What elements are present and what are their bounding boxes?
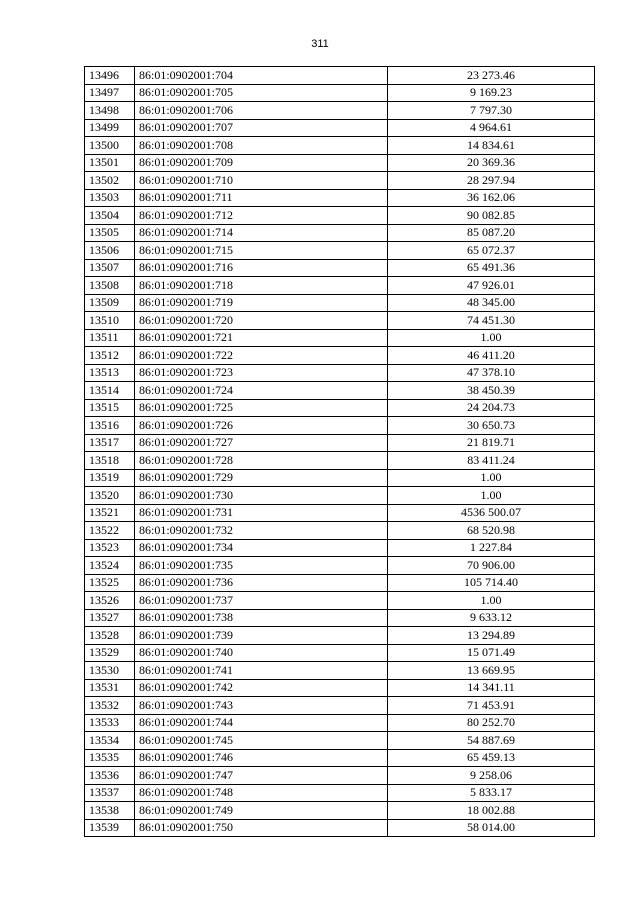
table-row: [85, 662, 595, 680]
value-cell: 4 964.61: [388, 119, 595, 137]
cadastral-number-cell: 86:01:0902001:735: [135, 557, 388, 575]
value-cell: 71 453.91: [388, 697, 595, 715]
row-number-cell: 13511: [85, 329, 135, 347]
value-cell: 1.00: [388, 487, 595, 505]
value-cell: 18 002.88: [388, 802, 595, 820]
row-number-cell: 13508: [85, 277, 135, 295]
table-row: [85, 399, 595, 417]
row-number-cell: 13513: [85, 364, 135, 382]
value-cell: 15 071.49: [388, 644, 595, 662]
table-row: [85, 277, 595, 295]
table-body: [85, 67, 595, 837]
cadastral-number-cell: 86:01:0902001:712: [135, 207, 388, 225]
cadastral-number-cell: 86:01:0902001:749: [135, 802, 388, 820]
value-cell: 13 669.95: [388, 662, 595, 680]
value-cell: 9 258.06: [388, 767, 595, 785]
value-cell: 70 906.00: [388, 557, 595, 575]
value-cell: 1.00: [388, 329, 595, 347]
cadastral-number-cell: 86:01:0902001:719: [135, 294, 388, 312]
cadastral-number-cell: 86:01:0902001:741: [135, 662, 388, 680]
cadastral-number-cell: 86:01:0902001:705: [135, 84, 388, 102]
value-cell: 1.00: [388, 469, 595, 487]
cadastral-value-table: [84, 66, 595, 837]
table-row: [85, 102, 595, 120]
row-number-cell: 13522: [85, 522, 135, 540]
table-row: [85, 539, 595, 557]
value-cell: 14 341.11: [388, 679, 595, 697]
table-row: [85, 802, 595, 820]
cadastral-number-cell: 86:01:0902001:748: [135, 784, 388, 802]
value-cell: 54 887.69: [388, 732, 595, 750]
cadastral-number-cell: 86:01:0902001:737: [135, 592, 388, 610]
row-number-cell: 13535: [85, 749, 135, 767]
table-row: [85, 452, 595, 470]
table-row: [85, 469, 595, 487]
row-number-cell: 13512: [85, 347, 135, 365]
cadastral-number-cell: 86:01:0902001:745: [135, 732, 388, 750]
value-cell: 1.00: [388, 592, 595, 610]
cadastral-number-cell: 86:01:0902001:732: [135, 522, 388, 540]
row-number-cell: 13527: [85, 609, 135, 627]
row-number-cell: 13516: [85, 417, 135, 435]
row-number-cell: 13520: [85, 487, 135, 505]
cadastral-number-cell: 86:01:0902001:734: [135, 539, 388, 557]
value-cell: 24 204.73: [388, 399, 595, 417]
value-cell: 7 797.30: [388, 102, 595, 120]
table-row: [85, 679, 595, 697]
cadastral-number-cell: 86:01:0902001:747: [135, 767, 388, 785]
cadastral-number-cell: 86:01:0902001:746: [135, 749, 388, 767]
value-cell: 5 833.17: [388, 784, 595, 802]
cadastral-number-cell: 86:01:0902001:728: [135, 452, 388, 470]
value-cell: 36 162.06: [388, 189, 595, 207]
cadastral-number-cell: 86:01:0902001:731: [135, 504, 388, 522]
value-cell: 14 834.61: [388, 137, 595, 155]
cadastral-number-cell: 86:01:0902001:739: [135, 627, 388, 645]
value-cell: 65 072.37: [388, 242, 595, 260]
row-number-cell: 13529: [85, 644, 135, 662]
value-cell: 47 926.01: [388, 277, 595, 295]
table-row: [85, 242, 595, 260]
cadastral-number-cell: 86:01:0902001:727: [135, 434, 388, 452]
value-cell: 4536 500.07: [388, 504, 595, 522]
row-number-cell: 13496: [85, 67, 135, 85]
value-cell: 13 294.89: [388, 627, 595, 645]
cadastral-number-cell: 86:01:0902001:742: [135, 679, 388, 697]
row-number-cell: 13526: [85, 592, 135, 610]
row-number-cell: 13518: [85, 452, 135, 470]
table-row: [85, 224, 595, 242]
value-cell: 9 169.23: [388, 84, 595, 102]
cadastral-number-cell: 86:01:0902001:738: [135, 609, 388, 627]
table-row: [85, 364, 595, 382]
cadastral-number-cell: 86:01:0902001:744: [135, 714, 388, 732]
row-number-cell: 13504: [85, 207, 135, 225]
row-number-cell: 13500: [85, 137, 135, 155]
row-number-cell: 13501: [85, 154, 135, 172]
cadastral-number-cell: 86:01:0902001:718: [135, 277, 388, 295]
cadastral-number-cell: 86:01:0902001:743: [135, 697, 388, 715]
row-number-cell: 13514: [85, 382, 135, 400]
cadastral-number-cell: 86:01:0902001:708: [135, 137, 388, 155]
value-cell: 74 451.30: [388, 312, 595, 330]
table-row: [85, 137, 595, 155]
table-row: [85, 522, 595, 540]
cadastral-number-cell: 86:01:0902001:716: [135, 259, 388, 277]
cadastral-number-cell: 86:01:0902001:715: [135, 242, 388, 260]
table-row: [85, 767, 595, 785]
value-cell: 20 369.36: [388, 154, 595, 172]
row-number-cell: 13538: [85, 802, 135, 820]
page-number: 311: [311, 38, 329, 50]
cadastral-number-cell: 86:01:0902001:729: [135, 469, 388, 487]
table-row: [85, 574, 595, 592]
cadastral-number-cell: 86:01:0902001:736: [135, 574, 388, 592]
row-number-cell: 13539: [85, 819, 135, 837]
value-cell: 68 520.98: [388, 522, 595, 540]
value-cell: 80 252.70: [388, 714, 595, 732]
row-number-cell: 13532: [85, 697, 135, 715]
value-cell: 83 411.24: [388, 452, 595, 470]
row-number-cell: 13515: [85, 399, 135, 417]
value-cell: 1 227.84: [388, 539, 595, 557]
table-row: [85, 819, 595, 837]
row-number-cell: 13521: [85, 504, 135, 522]
cadastral-number-cell: 86:01:0902001:724: [135, 382, 388, 400]
table-row: [85, 84, 595, 102]
row-number-cell: 13507: [85, 259, 135, 277]
cadastral-number-cell: 86:01:0902001:725: [135, 399, 388, 417]
cadastral-number-cell: 86:01:0902001:730: [135, 487, 388, 505]
value-cell: 58 014.00: [388, 819, 595, 837]
row-number-cell: 13498: [85, 102, 135, 120]
row-number-cell: 13536: [85, 767, 135, 785]
value-cell: 46 411.20: [388, 347, 595, 365]
table-row: [85, 259, 595, 277]
cadastral-number-cell: 86:01:0902001:711: [135, 189, 388, 207]
value-cell: 21 819.71: [388, 434, 595, 452]
value-cell: 65 459.13: [388, 749, 595, 767]
table-row: [85, 504, 595, 522]
table-row: [85, 714, 595, 732]
table-row: [85, 732, 595, 750]
table-row: [85, 382, 595, 400]
row-number-cell: 13519: [85, 469, 135, 487]
value-cell: 30 650.73: [388, 417, 595, 435]
value-cell: 105 714.40: [388, 574, 595, 592]
row-number-cell: 13499: [85, 119, 135, 137]
cadastral-number-cell: 86:01:0902001:750: [135, 819, 388, 837]
row-number-cell: 13509: [85, 294, 135, 312]
row-number-cell: 13534: [85, 732, 135, 750]
value-cell: 85 087.20: [388, 224, 595, 242]
row-number-cell: 13533: [85, 714, 135, 732]
table-row: [85, 189, 595, 207]
row-number-cell: 13530: [85, 662, 135, 680]
cadastral-number-cell: 86:01:0902001:704: [135, 67, 388, 85]
table-row: [85, 67, 595, 85]
table-row: [85, 119, 595, 137]
row-number-cell: 13502: [85, 172, 135, 190]
cadastral-number-cell: 86:01:0902001:723: [135, 364, 388, 382]
row-number-cell: 13528: [85, 627, 135, 645]
cadastral-number-cell: 86:01:0902001:709: [135, 154, 388, 172]
row-number-cell: 13503: [85, 189, 135, 207]
table-row: [85, 697, 595, 715]
cadastral-number-cell: 86:01:0902001:740: [135, 644, 388, 662]
value-cell: 38 450.39: [388, 382, 595, 400]
table-row: [85, 609, 595, 627]
table-row: [85, 294, 595, 312]
cadastral-number-cell: 86:01:0902001:710: [135, 172, 388, 190]
value-cell: 23 273.46: [388, 67, 595, 85]
row-number-cell: 13523: [85, 539, 135, 557]
row-number-cell: 13505: [85, 224, 135, 242]
cadastral-number-cell: 86:01:0902001:726: [135, 417, 388, 435]
table-row: [85, 592, 595, 610]
table-row: [85, 644, 595, 662]
cadastral-number-cell: 86:01:0902001:714: [135, 224, 388, 242]
cadastral-number-cell: 86:01:0902001:706: [135, 102, 388, 120]
table-row: [85, 347, 595, 365]
value-cell: 90 082.85: [388, 207, 595, 225]
value-cell: 48 345.00: [388, 294, 595, 312]
table-row: [85, 329, 595, 347]
cadastral-number-cell: 86:01:0902001:722: [135, 347, 388, 365]
table-row: [85, 312, 595, 330]
row-number-cell: 13510: [85, 312, 135, 330]
row-number-cell: 13525: [85, 574, 135, 592]
row-number-cell: 13524: [85, 557, 135, 575]
row-number-cell: 13517: [85, 434, 135, 452]
row-number-cell: 13537: [85, 784, 135, 802]
table-row: [85, 172, 595, 190]
value-cell: 9 633.12: [388, 609, 595, 627]
table-row: [85, 417, 595, 435]
row-number-cell: 13531: [85, 679, 135, 697]
table-row: [85, 154, 595, 172]
table-row: [85, 207, 595, 225]
cadastral-number-cell: 86:01:0902001:721: [135, 329, 388, 347]
table-row: [85, 557, 595, 575]
cadastral-number-cell: 86:01:0902001:707: [135, 119, 388, 137]
value-cell: 47 378.10: [388, 364, 595, 382]
table-row: [85, 749, 595, 767]
table-row: [85, 434, 595, 452]
table-row: [85, 784, 595, 802]
value-cell: 65 491.36: [388, 259, 595, 277]
table-row: [85, 627, 595, 645]
value-cell: 28 297.94: [388, 172, 595, 190]
row-number-cell: 13506: [85, 242, 135, 260]
cadastral-number-cell: 86:01:0902001:720: [135, 312, 388, 330]
row-number-cell: 13497: [85, 84, 135, 102]
table-row: [85, 487, 595, 505]
